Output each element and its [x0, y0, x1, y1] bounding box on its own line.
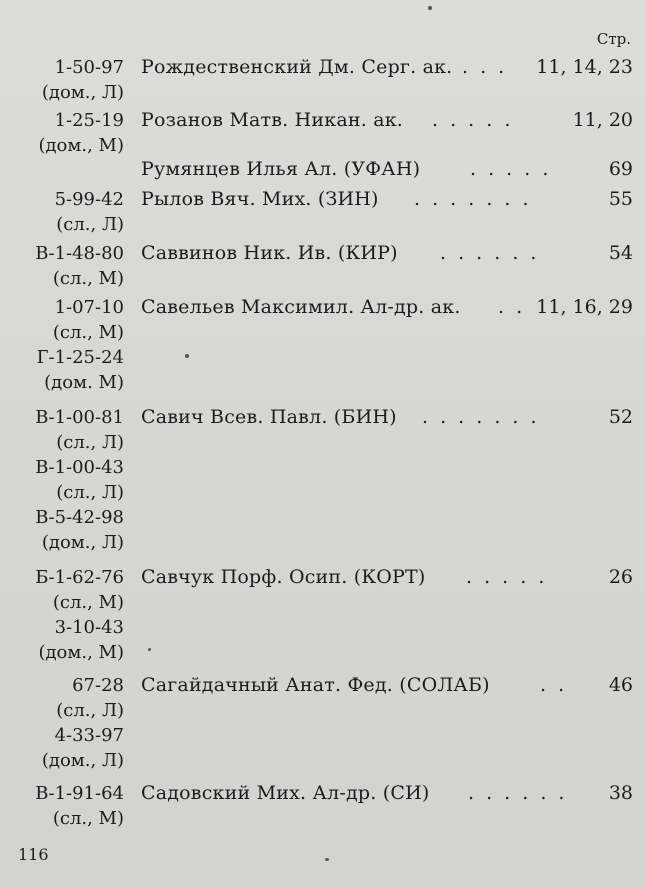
phone-type: (сл., Л)	[56, 432, 124, 453]
phone-number: 1-25-19	[54, 110, 124, 131]
phone-number: 67-28	[72, 675, 124, 696]
phone-block	[0, 108, 124, 158]
phone-number: В-5-42-98	[35, 507, 124, 528]
phone-block	[0, 187, 124, 237]
person-name: Рылов Вяч. Мих. (ЗИН)	[141, 188, 379, 210]
phone-type: (сл., Л)	[56, 482, 124, 503]
phone-type: (дом., Л)	[41, 750, 124, 771]
phone-type: (дом., М)	[38, 642, 124, 663]
leader-dots: . . . . .	[432, 109, 514, 131]
phone-block	[0, 565, 124, 665]
phone-type: (дом. М)	[44, 372, 124, 393]
page-refs: 46	[608, 674, 633, 696]
page-refs: 54	[608, 242, 633, 264]
phone-number: 1-07-10	[54, 297, 124, 318]
page-refs: 11, 16, 29	[536, 296, 633, 318]
phone-type: (сл., М)	[52, 808, 124, 829]
leader-dots: . .	[498, 296, 526, 318]
phone-type: (дом., М)	[38, 135, 124, 156]
leader-dots: . . . . .	[466, 566, 548, 588]
leader-dots: . . . . . .	[468, 782, 568, 804]
ink-speck	[185, 354, 189, 358]
phone-number: В-1-00-81	[35, 407, 124, 428]
phone-type: (дом., Л)	[41, 532, 124, 553]
phone-number: Г-1-25-24	[36, 347, 124, 368]
leader-dots: . . .	[462, 56, 508, 78]
page-refs: 69	[608, 158, 633, 180]
person-name: Саввинов Ник. Ив. (КИР)	[141, 242, 398, 264]
phone-type: (сл., Л)	[56, 214, 124, 235]
page-refs: 38	[608, 782, 633, 804]
phone-type: (дом., Л)	[41, 82, 124, 103]
page-refs: 11, 20	[572, 109, 633, 131]
phone-block	[0, 673, 124, 773]
phone-block	[0, 55, 124, 105]
person-name: Розанов Матв. Никан. ак.	[141, 109, 404, 131]
page-refs: 55	[608, 188, 633, 210]
ink-speck	[148, 648, 151, 651]
leader-dots: . . . . . . .	[422, 406, 540, 428]
phone-number: В-1-48-80	[35, 243, 124, 264]
pages-column-header: Стр.	[596, 30, 631, 48]
leader-dots: . . . . .	[470, 158, 552, 180]
page-refs: 11, 14, 23	[536, 56, 633, 78]
phone-type: (сл., М)	[52, 592, 124, 613]
phone-number: В-1-00-43	[35, 457, 124, 478]
phone-number: 3-10-43	[54, 617, 124, 638]
phone-number: 4-33-97	[54, 725, 124, 746]
phone-number: В-1-91-64	[35, 783, 124, 804]
person-name: Рождественский Дм. Серг. ак.	[141, 56, 453, 78]
phone-number: 1-50-97	[54, 57, 124, 78]
person-name: Сагайдачный Анат. Фед. (СОЛАБ)	[141, 674, 490, 696]
phone-number: 5-99-42	[54, 189, 124, 210]
leader-dots: . . . . . .	[440, 242, 540, 264]
page-number: 116	[18, 845, 49, 864]
ink-speck	[325, 858, 329, 861]
phone-type: (сл., Л)	[56, 700, 124, 721]
phone-block	[0, 241, 124, 291]
page-refs: 52	[608, 406, 633, 428]
person-name: Савчук Порф. Осип. (КОРТ)	[141, 566, 426, 588]
person-name: Садовский Мих. Ал-др. (СИ)	[141, 782, 430, 804]
phone-block	[0, 781, 124, 831]
leader-dots: . . . . . . .	[414, 188, 532, 210]
page-refs: 26	[608, 566, 633, 588]
phone-type: (сл., М)	[52, 322, 124, 343]
leader-dots: . .	[540, 674, 568, 696]
person-name: Румянцев Илья Ал. (УФАН)	[141, 158, 421, 180]
phone-block	[0, 295, 124, 395]
ink-speck	[428, 6, 432, 10]
phone-type: (сл., М)	[52, 268, 124, 289]
person-name: Савельев Максимил. Ал-др. ак.	[141, 296, 461, 318]
person-name: Савич Всев. Павл. (БИН)	[141, 406, 397, 428]
phone-block	[0, 405, 124, 555]
phone-number: Б-1-62-76	[35, 567, 124, 588]
